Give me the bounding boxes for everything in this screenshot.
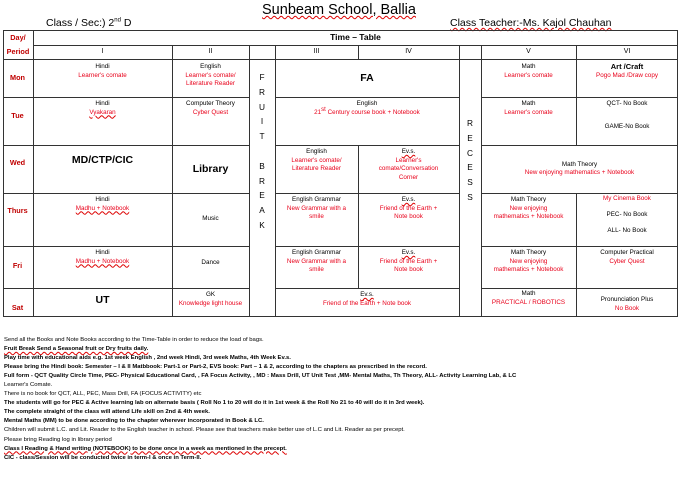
note-line: Class I Reading & Hand writing (NOTEBOOK) to be done once in a week as mentioned in the precept. — [4, 445, 287, 452]
wed-period-3: English Learner's comate/ Literature Reader — [291, 148, 342, 172]
note-line: CIC - class/Session will be conducted twice in term-I & once in Term-II. — [4, 454, 202, 461]
recess-column: R E C E S S — [467, 118, 473, 202]
mon-period-3-4: FA — [360, 71, 374, 84]
class-section-label: Class / Sec:) 2nd D — [46, 17, 132, 29]
note-line: The complete straight of the class will attend Life skill on 2nd & 4th week. — [4, 409, 210, 416]
fri-period-2: Dance — [201, 259, 220, 266]
fruit-break-column: F R U I T B R E A K — [259, 72, 265, 230]
thu-period-3: English Grammar New Grammar with a smile — [286, 196, 347, 220]
sat-period-1: UT — [95, 293, 110, 306]
day-wed: Wed — [9, 158, 26, 167]
thu-period-1: Hindi Madhu + Notebook — [75, 196, 130, 212]
fri-period-1: Hindi Madhu + Notebook — [75, 249, 130, 265]
note-line: Full form - QCT Quality Circle Time, PEC- Physical Educational Card, , FA Focus Activity, , MD : Mass Drill, UT Unit Test ,MM- Mental Maths, Th Theory, ALL- Activity Learning Lab, & LC — [4, 373, 517, 380]
wed-period-1: MD/CTP/CIC — [71, 153, 134, 166]
tue-period-2: Computer Theory Cyber Quest — [186, 100, 235, 116]
timetable-title: Time – Table — [330, 31, 381, 42]
day-tue: Tue — [11, 111, 24, 120]
school-title: Sunbeam School, Ballia — [262, 2, 416, 18]
wed-period-4: Ev.s. Learner's comate/Conversation Corner — [378, 148, 439, 181]
wed-period-2: Library — [192, 162, 229, 175]
period-3-header: III — [313, 48, 320, 56]
sat-period-2: GK Knowledge light house — [178, 291, 243, 307]
tue-period-5: Math Learner's comate — [504, 100, 553, 116]
note-line: Mental Maths (MM) to be done according to the chapter wherever incorporated in Book & LC. — [4, 418, 264, 425]
period-5-header: V — [526, 48, 531, 56]
notes-section — [4, 336, 676, 463]
period-header: Period — [6, 47, 30, 57]
period-6-header: VI — [623, 48, 631, 56]
class-teacher-label: Class Teacher:-Ms. Kajol Chauhan — [450, 17, 612, 29]
fri-period-6: Computer Practical Cyber Quest — [600, 249, 654, 265]
note-line: Please bring Reading log in library period — [4, 436, 112, 443]
sat-period-5: Math PRACTICAL / ROBOTICS — [491, 290, 566, 306]
mon-period-2: English Learner's comate/ Literature Reader — [185, 63, 236, 87]
day-thurs: Thurs — [7, 206, 28, 215]
note-line: Play time with educational aids e.g. 1st week English , 2nd week Hindi, 3rd week Maths, 4th Week Ev.s. — [4, 355, 291, 362]
day-mon: Mon — [10, 73, 25, 82]
day-fri: Fri — [12, 261, 23, 270]
fri-period-3: English Grammar New Grammar with a smile — [286, 249, 347, 273]
tue-period-1: Hindi Vyakaran — [89, 100, 116, 116]
note-line: Fruit Break Send a Seasonal fruit or Dry fruits daily. — [4, 346, 149, 353]
mon-period-6: Art /Craft Pogo Mad /Draw copy — [596, 62, 658, 80]
note-line: The students will go for PEC & Active learning lab on alternate basis ( Roll No 1 to 20 will do it in 1st week & the Roll No 21 to 40 will do it in 3rd week). — [4, 400, 425, 407]
grid-line — [3, 316, 678, 317]
thu-period-5: Math Theory New enjoying mathematics + Notebook — [493, 196, 564, 220]
period-1-header: I — [101, 48, 104, 56]
mon-period-1: Hindi Learner's comate — [78, 63, 127, 79]
sat-period-6: Pronunciation Plus No Book — [600, 296, 654, 312]
period-2-header: II — [208, 48, 213, 56]
note-line: There is no book for QCT, ALL, PEC, Mass Drill, FA (FOCUS ACTIVITY) etc — [4, 391, 202, 398]
thu-period-6: My Cinema Book PEC- No Book ALL- No Book — [603, 195, 651, 234]
period-4-header: IV — [405, 48, 412, 56]
wed-period-5-6: Math Theory New enjoying mathematics + Notebook — [524, 160, 635, 176]
day-sat: Sat — [11, 303, 24, 312]
thu-period-4: Ev.s. Friend of the Earth + Note book — [379, 196, 438, 220]
tue-period-3-4: English 21st Century course book + Notebook — [314, 100, 420, 116]
note-line: Learner's Comate. — [4, 382, 53, 389]
sat-period-3-4: Ev.s. Friend of the Earth + Note book — [322, 291, 412, 307]
tue-period-6: QCT- No Book GAME-No Book — [604, 100, 650, 130]
mon-period-5: Math Learner's comate — [504, 63, 553, 79]
fri-period-5: Math Theory New enjoying mathematics + Notebook — [493, 249, 564, 273]
note-line: Please bring the Hindi book: Semester – I & II Matbbook: Part-1 or Part-2, EVS book: Part – 1 & 2, according to the chapters as prescribed in the record. — [4, 364, 427, 371]
note-line: Children will submit L.C. and Lit. Reader to the English teacher in school. Please see that teachers make better use of L.C and Lit. Reader as per precept. — [4, 427, 405, 434]
day-header: Day/ — [10, 32, 26, 42]
fri-period-4: Ev.s. Friend of the Earth + Note book — [379, 249, 438, 273]
note-line: Send all the Books and Note Books according to the Time-Table in order to reduce the load of bags. — [4, 337, 264, 343]
thu-period-2: Music — [202, 215, 219, 223]
